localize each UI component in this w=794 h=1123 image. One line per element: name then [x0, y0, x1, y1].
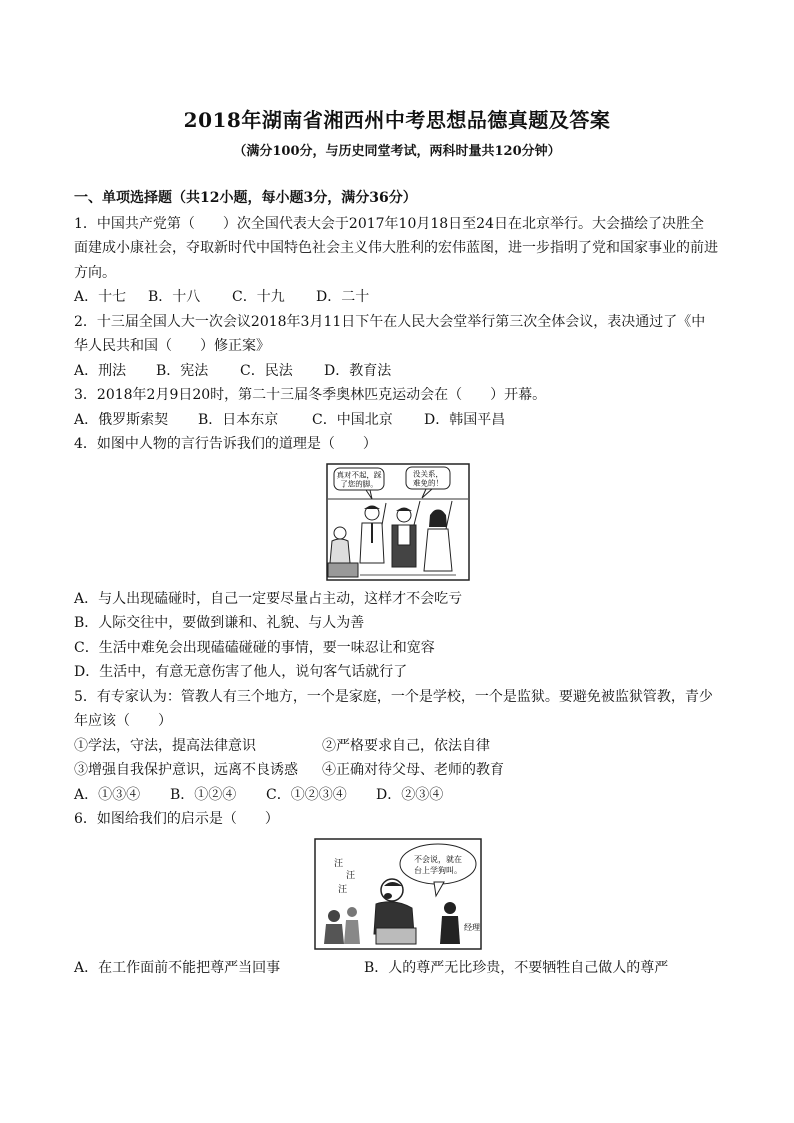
option-c: C．中国北京 [312, 411, 393, 428]
question-text: 面建成小康社会，夺取新时代中国特色社会主义伟大胜利的宏伟蓝图，进一步指明了党和国家事业的前进 [74, 240, 718, 256]
option-c: C．生活中难免会出现磕磕碰碰的事情，要一味忍让和宽容 [74, 639, 435, 656]
question-1 [74, 212, 722, 310]
option-c: C．民法 [240, 362, 293, 379]
question-text: 3．2018年2月9日20时，第二十三届冬季奥林匹克运动会在（ ）开幕。 [74, 387, 547, 403]
option-c: C．①②③④ [266, 786, 347, 803]
question-text: 4．如图中人物的言行告诉我们的道理是（ ） [74, 436, 377, 452]
question-4 [74, 432, 722, 685]
bubble-right-line2: 难免的！ [413, 478, 443, 487]
cartoon-figure-2 [74, 838, 722, 950]
option-a: A．①③④ [74, 786, 141, 803]
question-text: 1．中国共产党第（ ）次全国代表大会于2017年10月18日至24日在北京举行。大会描绘了决胜全 [74, 215, 704, 232]
statement-1: ①学法，守法，提高法律意识 [74, 737, 256, 754]
option-d: D．二十 [316, 289, 370, 305]
section-heading: 一、单项选择题（共12小题，每小题3分，满分36分） [74, 190, 417, 206]
question-text: 华人民共和国（ ）修正案》 [74, 338, 270, 354]
bark-text-1: 汪 [334, 858, 344, 869]
bubble-line2: 台上学狗叫。 [414, 865, 462, 875]
bubble-left-line1: 真对不起，踩 [336, 470, 382, 479]
question-text: 5．有专家认为：管教人有三个地方，一个是家庭，一个是学校，一个是监狱。要避免被监狱管教，青少 [74, 688, 713, 705]
option-a: A．在工作面前不能把尊严当回事 [74, 959, 281, 976]
option-b: B．十八 [148, 289, 201, 305]
page-title: 2018年湖南省湘西州中考思想品德真题及答案 [183, 108, 611, 132]
answer-options [74, 956, 722, 981]
option-a: A．刑法 [74, 362, 127, 379]
option-d: D．生活中，有意无意伤害了他人，说句客气话就行了 [74, 664, 408, 680]
dog-bark-cartoon-illustration [314, 838, 482, 950]
bubble-line1: 不会说，就在 [414, 854, 462, 864]
question-text: 6．如图给我们的启示是（ ） [74, 811, 279, 827]
statement-row [74, 734, 722, 759]
option-d: D．②③④ [376, 786, 444, 803]
option-b: B．人的尊严无比珍贵，不要牺牲自己做人的尊严 [364, 959, 669, 976]
bubble-left-line2: 了您的脚。 [340, 479, 378, 488]
answer-options [74, 408, 722, 433]
option-a: A．俄罗斯索契 [74, 411, 169, 428]
option-b: B．人际交往中，要做到谦和、礼貌、与人为善 [74, 615, 365, 631]
statement-4: ④正确对待父母、老师的教育 [322, 762, 504, 778]
question-text: 年应该（ ） [74, 713, 172, 729]
option-d: D．韩国平昌 [424, 411, 506, 428]
option-c: C．十九 [232, 289, 285, 305]
cartoon-figure-1 [74, 463, 722, 581]
exam-content [74, 186, 722, 980]
question-text: 方向。 [74, 264, 116, 281]
page-subtitle: （满分100分，与历史同堂考试，两科时量共120分钟） [233, 144, 561, 159]
option-b: B．日本东京 [198, 411, 279, 428]
question-3 [74, 383, 722, 432]
answer-options [74, 783, 722, 808]
bubble-right-line1: 没关系， [413, 469, 443, 478]
option-b: B．宪法 [156, 362, 209, 379]
answer-options [74, 285, 722, 310]
bark-text-3: 汪 [338, 884, 348, 895]
option-b: B．①②④ [170, 786, 237, 803]
bark-text-2: 汪 [346, 870, 356, 881]
question-5 [74, 685, 722, 808]
manager-label: 经理 [464, 922, 480, 932]
question-text: 2．十三届全国人大一次会议2018年3月11日下午在人民大会堂举行第三次全体会议，表决通过了《中 [74, 313, 706, 330]
answer-options [74, 359, 722, 384]
option-d: D．教育法 [324, 362, 392, 379]
statement-2: ②严格要求自己，依法自律 [322, 737, 490, 754]
statement-3: ③增强自我保护意识，远离不良诱惑 [74, 762, 298, 778]
statement-row [74, 758, 722, 783]
question-2 [74, 310, 722, 384]
question-6 [74, 807, 722, 980]
option-a: A．与人出现磕碰时，自己一定要尽量占主动，这样才不会吃亏 [74, 590, 463, 607]
option-a: A．十七 [74, 289, 127, 305]
bus-cartoon-illustration [326, 463, 470, 581]
